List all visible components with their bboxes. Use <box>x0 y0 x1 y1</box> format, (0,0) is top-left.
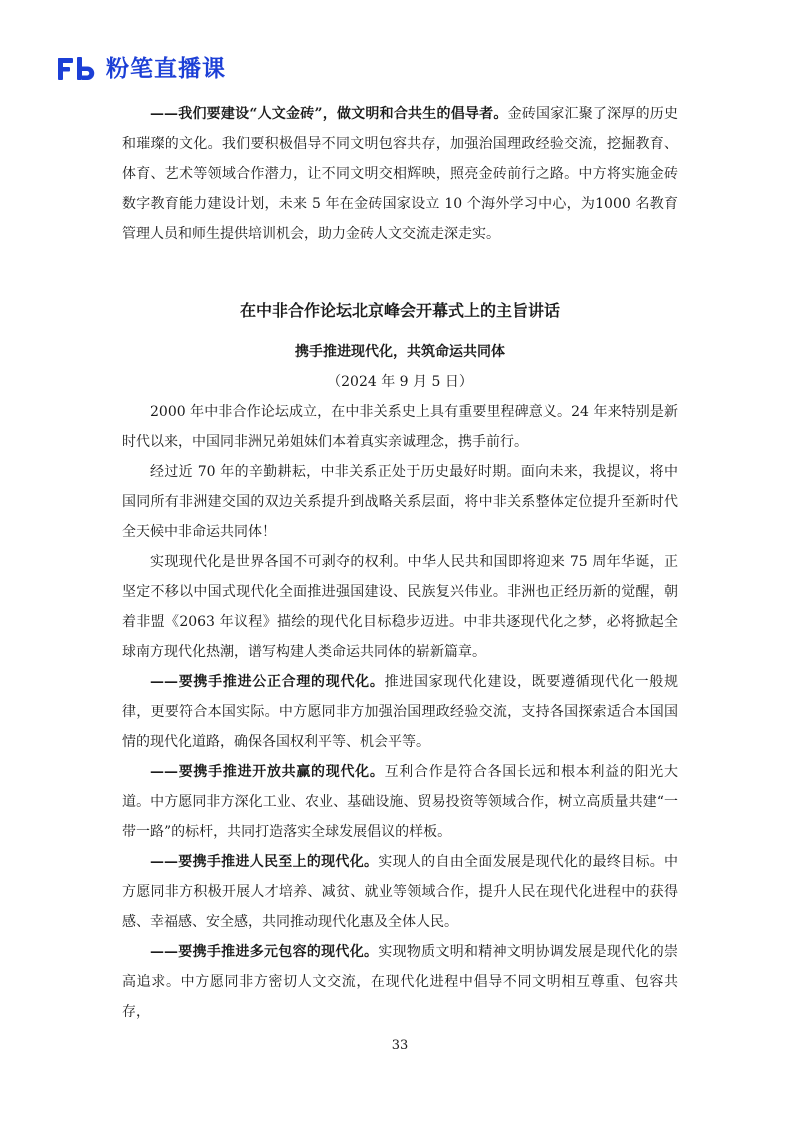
speech-paragraph <box>122 937 678 1027</box>
paragraph-lead: ——我们要建设“人文金砖”，做文明和合共生的倡导者。 <box>150 106 508 122</box>
brand-logo <box>58 52 226 86</box>
speech-paragraph <box>122 547 678 667</box>
paragraph-text: 2000 年中非合作论坛成立，在中非关系史上具有重要里程碑意义。24 年来特别是新时代以来，中国同非洲兄弟姐妹们本着真实亲诚理念，携手前行。 <box>122 404 678 450</box>
speech-paragraph <box>122 397 678 457</box>
speech-paragraph <box>122 757 678 847</box>
intro-paragraph <box>122 98 678 249</box>
speech-subtitle: 携手推进现代化，共筑命运共同体 <box>295 344 505 360</box>
paragraph-text: 实现物质文明和精神文明协调发展是现代化的崇高追求。中方愿同非方密切人文交流，在现代化进程中倡导不同文明相互尊重、包容共存， <box>122 944 679 1020</box>
document-body <box>122 98 678 1027</box>
speech-date: （2024 年 9 月 5 日） <box>327 374 473 390</box>
speech-title: 在中非合作论坛北京峰会开幕式上的主旨讲话 <box>239 301 560 320</box>
paragraph-text: 金砖国家汇聚了深厚的历史和璀璨的文化。我们要积极倡导不同文明包容共存，加强治国理政经验交流，挖掘教育、体育、艺术等领域合作潜力，让不同文明交相辉映，照亮金砖前行之路。中方将实施金砖数字教育能力建设计划，未来 5 年在金砖国家设立 10 个海外学习中心，为1000 名教育管理人员和师生提供培训机会，助力金砖人文交流走深走实。 <box>122 106 679 242</box>
paragraph-text: 推进国家现代化建设，既要遵循现代化一般规律，更要符合本国实际。中方愿同非方加强治国理政经验交流，支持各国探索适合本国国情的现代化道路，确保各国权利平等、机会平等。 <box>122 674 679 750</box>
paragraph-text: 实现现代化是世界各国不可剥夺的权利。中华人民共和国即将迎来 75 周年华诞，正坚定不移以中国式现代化全面推进强国建设、民族复兴伟业。非洲也正经历新的觉醒，朝着非盟《2063 年议程》描绘的现代化目标稳步迈进。中非共逐现代化之梦，必将掀起全球南方现代化热潮，谱写构建人类命运共同体的崭新篇章。 <box>122 554 678 660</box>
paragraph-lead: ——要携手推进公正合理的现代化。 <box>150 674 385 690</box>
paragraph-text: 经过近 70 年的辛勤耕耘，中非关系正处于历史最好时期。面向未来，我提议，将中国同所有非洲建交国的双边关系提升到战略关系层面，将中非关系整体定位提升至新时代全天候中非命运共同体！ <box>122 464 678 540</box>
paragraph-lead: ——要携手推进人民至上的现代化。 <box>150 854 379 870</box>
speech-paragraph <box>122 847 678 937</box>
paragraph-lead: ——要携手推进开放共赢的现代化。 <box>150 764 385 780</box>
paragraph-text: 实现人的自由全面发展是现代化的最终目标。中方愿同非方积极开展人才培养、减贫、就业等领域合作，提升人民在现代化进程中的获得感、幸福感、安全感，共同推动现代化惠及全体人民。 <box>122 854 679 930</box>
speech-paragraph <box>122 457 678 547</box>
logo-text: 粉笔直播课 <box>106 56 226 82</box>
paragraph-lead: ——要携手推进多元包容的现代化。 <box>150 944 379 960</box>
paragraph-text: 互利合作是符合各国长远和根本利益的阳光大道。中方愿同非方深化工业、农业、基础设施、贸易投资等领域合作，树立高质量共建“一带一路”的标杆，共同打造落实全球发展倡议的样板。 <box>122 764 679 840</box>
speech-paragraph <box>122 667 678 757</box>
page-number: 33 <box>391 1038 409 1053</box>
fb-logo-icon <box>58 57 98 81</box>
